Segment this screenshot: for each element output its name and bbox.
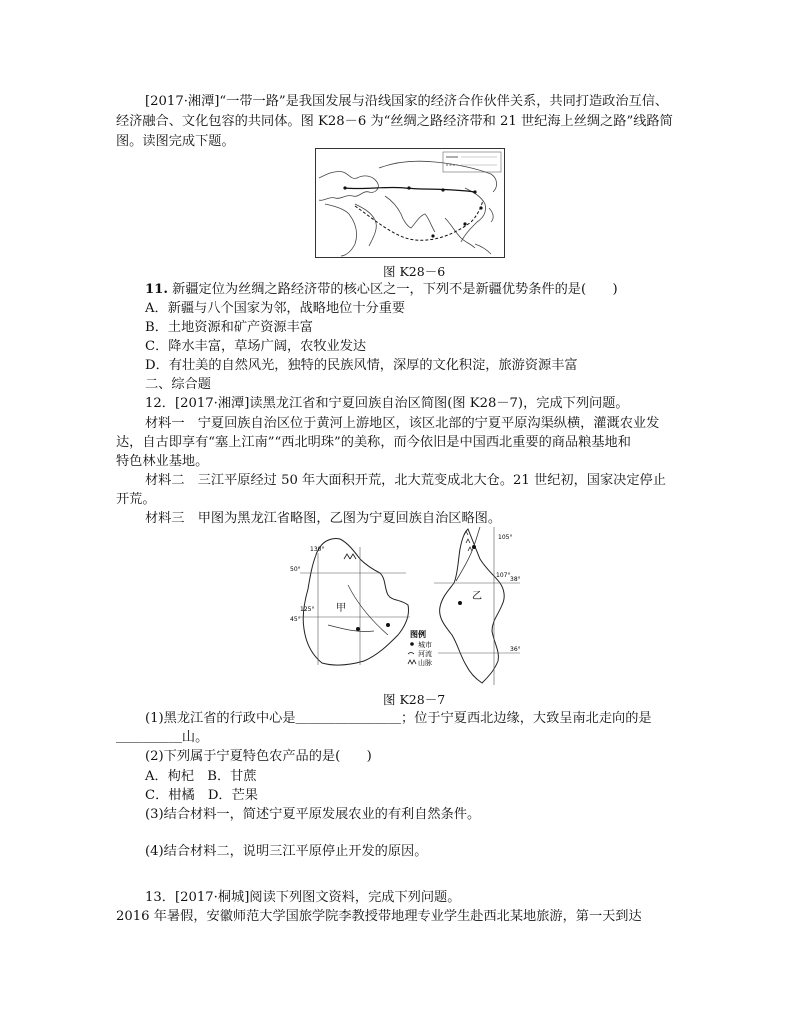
legend-river: 河流 [418,650,432,658]
intro-line-3: 图。读图完成下题。 [116,134,235,149]
material1-line-1: 材料一 宁夏回族自治区位于黄河上游地区，该区北部的宁夏平原沟渠纵横，灌溉农业发 [145,416,660,431]
hlj-lon-125: 125° [300,606,315,613]
q12-stem: 12．[2017·湘潭]读黑龙江省和宁夏回族自治区简图(图 K28－7)，完成下列问题。 [145,396,629,411]
q12-part2: (2)下列属于宁夏特色农产品的是( ) [145,749,372,764]
material2-line-1: 材料二 三江平原经过 50 年大面积开荒，北大荒变成北大仓。21 世纪初，国家决定停止 [145,473,666,488]
nx-lat-38: 38° [510,576,521,583]
material3: 材料三 甲图为黑龙江省略图，乙图为宁夏回族自治区略图。 [145,511,502,526]
q11-option-b: B．土地资源和矿产资源丰富 [145,320,313,335]
q11-option-a: A．新疆与八个国家为邻，战略地位十分重要 [145,301,406,316]
fig1-caption: 图 K28－6 [383,264,446,279]
legend-river-icon [408,653,414,655]
nx-lon-107: 107° [496,572,511,579]
label-jia: 甲 [336,603,346,614]
legend-city-icon [410,642,414,646]
q12-part1-line-2: ＿＿＿＿＿山。 [116,730,209,745]
fig2-caption: 图 K28－7 [383,692,446,707]
q12-part2-options-cd: C．柑橘 D．芒果 [145,788,258,803]
q12-part4: (4)结合材料二，说明三江平原停止开发的原因。 [145,844,428,859]
q12-part2-options-ab: A．枸杞 B．甘蔗 [145,769,257,784]
material1-line-2: 达，自古即享有“塞上江南”“西北明珠”的美称，而今依旧是中国西北重要的商品粮基地和 [116,435,631,450]
q11-text: 新疆定位为丝绸之路经济带的核心区之一，下列不是新疆优势条件的是( ) [172,282,618,297]
q12-part1-line-1: (1)黑龙江省的行政中心是＿＿＿＿＿＿＿＿；位于宁夏西北边缘，大致呈南北走向的是 [145,711,652,726]
province-maps [288,525,523,687]
nx-lon-105: 105° [498,534,513,541]
nx-lat-36: 36° [510,646,521,653]
legend-mountain-icon [408,660,416,664]
hlj-lat-50: 50° [290,566,301,573]
legend-city: 城市 [418,641,432,649]
q11-stem [145,281,618,299]
silk-road-map [315,148,505,258]
q11-number: 11. [145,282,168,297]
intro-line-1: [2017·湘潭]“一带一路”是我国发展与沿线国家的经济合作伙伴关系，共同打造政治互信、 [145,94,669,109]
material1-line-3: 特色林业基地。 [116,454,209,469]
intro-line-2: 经济融合、文化包容的共同体。图 K28－6 为“丝绸之路经济带和 21 世纪海上丝绸之路”线路简 [116,114,673,129]
legend-title: 图例 [410,630,426,639]
q11-option-d: D．有壮美的自然风光，独特的民族风情，深厚的文化积淀，旅游资源丰富 [145,358,578,373]
q13-line-1: 2016 年暑假，安徽师范大学国旅学院李教授带地理专业学生赴西北某地旅游，第一天到达 [116,909,642,924]
q13-stem: 13．[2017·桐城]阅读下列图文资料，完成下列问题。 [145,890,461,905]
q11-option-c: C．降水丰富，草场广阔，农牧业发达 [145,339,367,354]
hlj-lat-45: 45° [290,616,301,623]
hlj-lon-130: 130° [310,546,325,553]
material2-line-2: 开荒。 [116,492,156,507]
legend-mountain: 山脉 [418,659,432,667]
heilongjiang-outline [303,538,408,665]
q12-part3: (3)结合材料一，简述宁夏平原发展农业的有利自然条件。 [145,807,481,822]
label-yi: 乙 [472,591,482,602]
section-heading: 二、综合题 [145,377,211,392]
